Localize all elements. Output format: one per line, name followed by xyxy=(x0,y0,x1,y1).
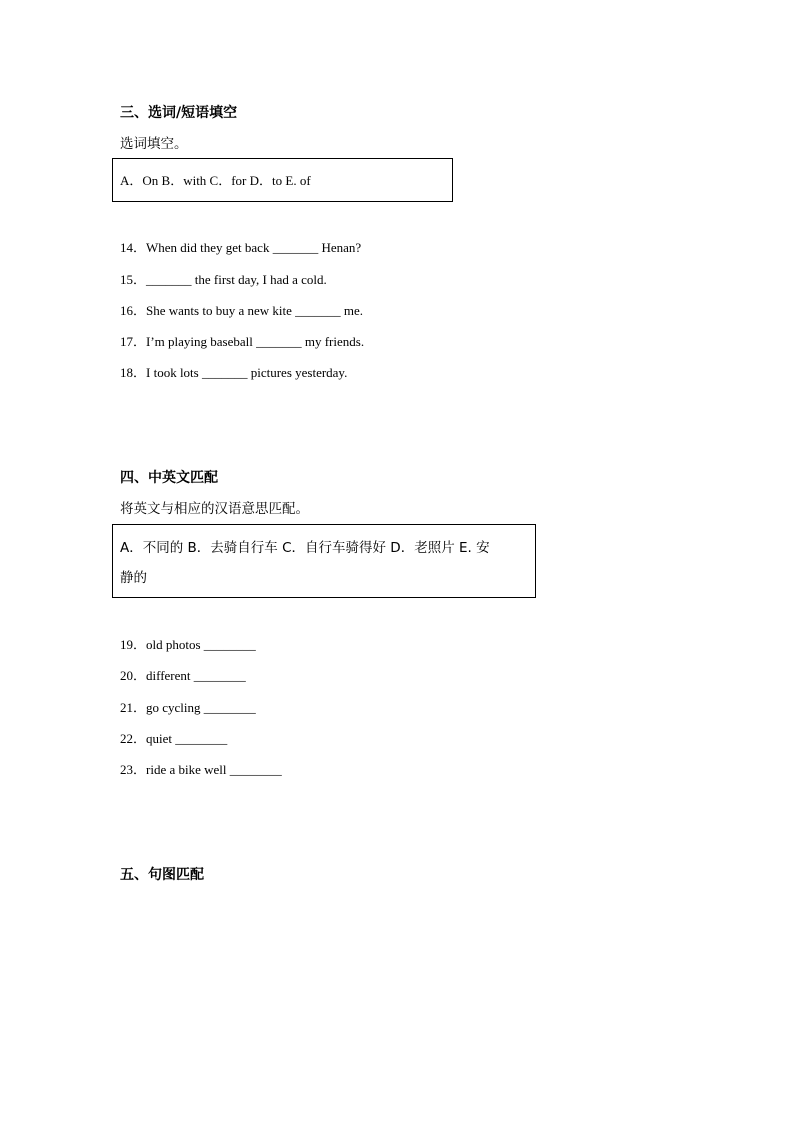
question-21: 21．go cycling ________ xyxy=(120,700,256,715)
section-4-heading: 四、中英文匹配 xyxy=(120,470,218,486)
question-15: 15．_______ the first day, I had a cold. xyxy=(120,272,327,287)
question-16: 16．She wants to buy a new kite _______ me. xyxy=(120,303,363,318)
section-3-instruction: 选词填空。 xyxy=(120,136,188,152)
question-22: 22．quiet ________ xyxy=(120,731,228,746)
section-3-word-bank: A．On B．with C．for D．to E. of xyxy=(120,173,311,188)
section-5-heading: 五、句图匹配 xyxy=(120,867,204,883)
question-17: 17．I’m playing baseball _______ my friends. xyxy=(120,334,365,349)
section-4-word-bank-box xyxy=(112,524,536,598)
question-23: 23．ride a bike well ________ xyxy=(120,762,282,777)
section-4-instruction: 将英文与相应的汉语意思匹配。 xyxy=(120,501,309,517)
section-4-word-bank-line-1: A．不同的 B．去骑自行车 C．自行车骑得好 D．老照片 E. 安 xyxy=(120,540,490,556)
question-19: 19．old photos ________ xyxy=(120,637,256,652)
question-20: 20．different ________ xyxy=(120,668,246,683)
question-18: 18．I took lots _______ pictures yesterday. xyxy=(120,365,348,380)
section-3-heading: 三、选词/短语填空 xyxy=(120,105,238,121)
section-3-word-bank-box xyxy=(112,158,453,202)
question-14: 14．When did they get back _______ Henan? xyxy=(120,240,362,255)
section-4-word-bank-line-2: 静的 xyxy=(120,570,147,586)
